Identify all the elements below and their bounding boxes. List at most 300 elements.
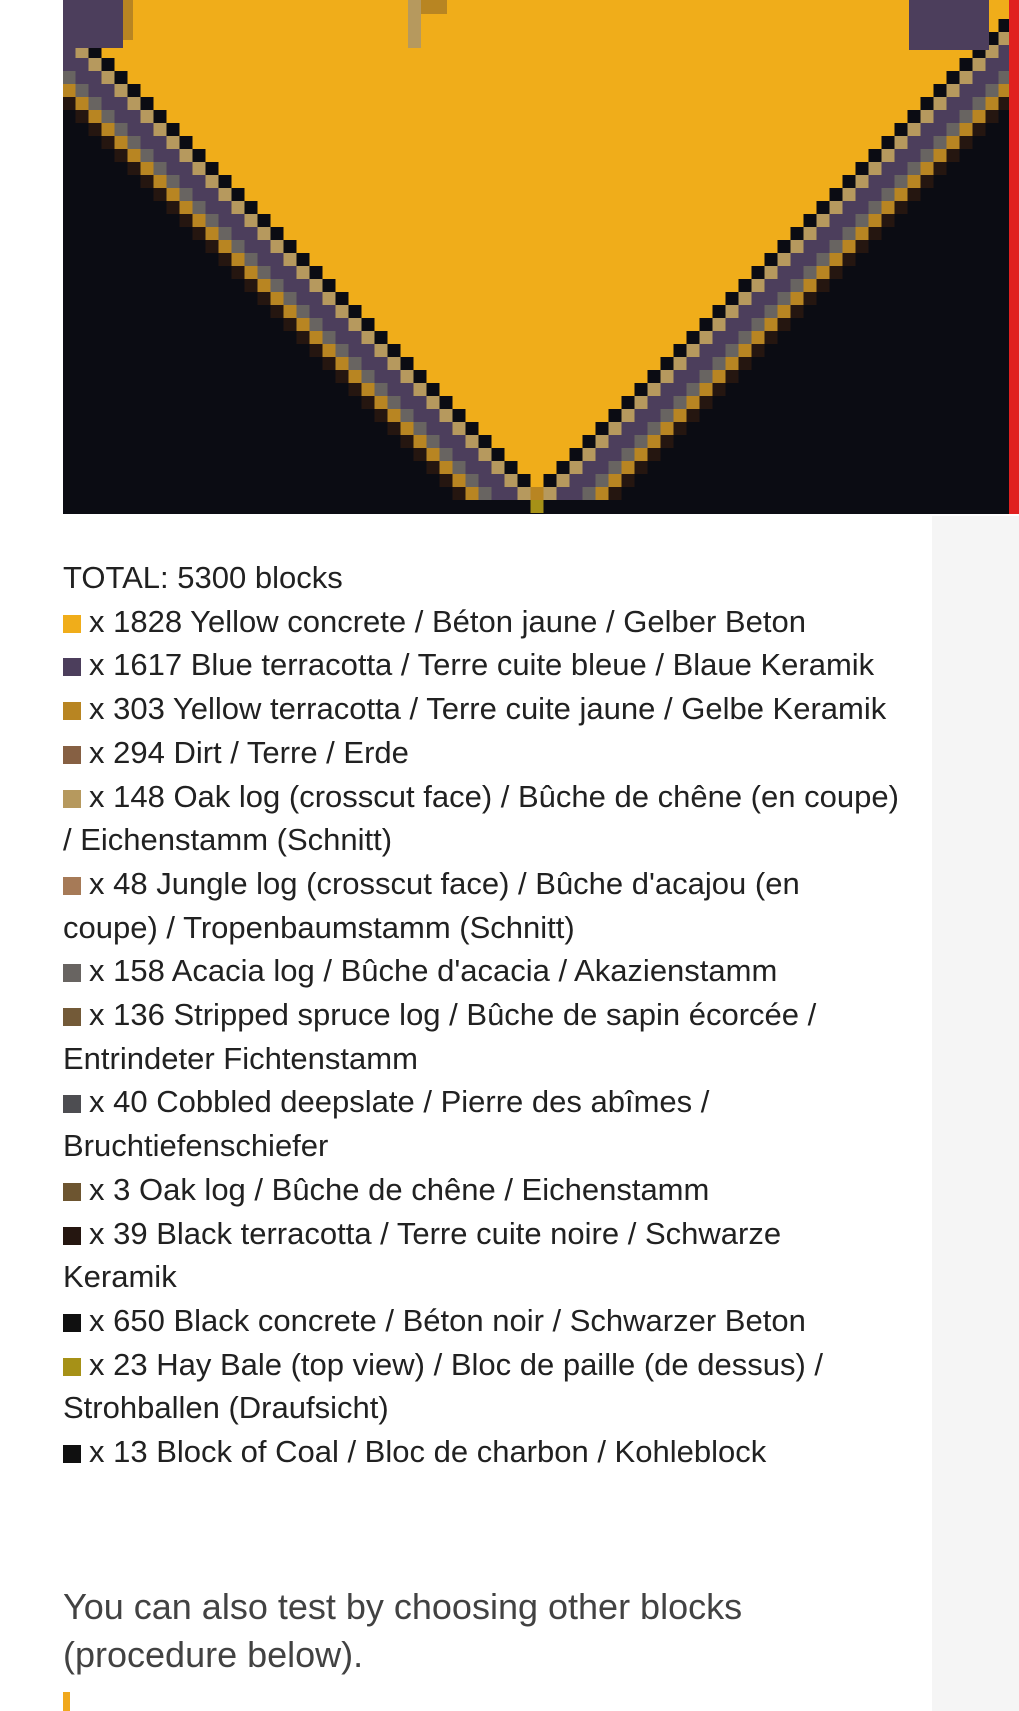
oak-log-band <box>882 149 895 162</box>
blue-terracotta-band <box>414 396 427 409</box>
oak-log-band <box>596 435 609 448</box>
yellow-terracotta-band <box>193 214 206 227</box>
blue-terracotta-band <box>726 318 739 331</box>
yellow-terracotta-band <box>180 201 193 214</box>
blue-terracotta-band <box>89 71 102 84</box>
yellow-terracotta-band <box>323 344 336 357</box>
black-terracotta-band <box>804 292 817 305</box>
black-terracotta-band <box>921 175 934 188</box>
black-terracotta-band <box>726 370 739 383</box>
oak-log-band <box>102 71 115 84</box>
yellow-concrete-area <box>167 110 908 123</box>
oak-log-band <box>765 266 778 279</box>
yellow-concrete-area <box>310 253 765 266</box>
blue-terracotta-band <box>232 214 245 227</box>
yellow-terracotta-band <box>427 448 440 461</box>
blue-terracotta-band <box>258 240 271 253</box>
yellow-terracotta-band <box>102 123 115 136</box>
block-label: x 23 Hay Bale (top view) / Bloc de paille (de dessus) / Strohballen (Draufsicht) <box>63 1346 824 1426</box>
acacia-log-band <box>297 305 310 318</box>
acacia-log-band <box>921 149 934 162</box>
acacia-log-band <box>63 71 76 84</box>
yellow-terracotta-band <box>778 305 791 318</box>
black-terracotta-band <box>206 240 219 253</box>
blue-terracotta-band <box>115 97 128 110</box>
black-terracotta-band <box>960 136 973 149</box>
blue-terracotta-band <box>336 331 349 344</box>
oak-log-band <box>609 422 622 435</box>
oak-log-band <box>921 110 934 123</box>
black-terracotta-band <box>739 357 752 370</box>
yellow-terracotta-band <box>934 149 947 162</box>
yellow-terracotta-band <box>141 162 154 175</box>
yellow-concrete-area <box>492 435 583 448</box>
yellow-concrete-area <box>518 461 557 474</box>
blue-terracotta-band <box>388 383 401 396</box>
blue-terracotta-band <box>219 214 232 227</box>
blue-terracotta-band <box>323 318 336 331</box>
acacia-log-band <box>206 214 219 227</box>
acacia-log-band <box>960 110 973 123</box>
block-list-item <box>63 731 903 775</box>
yellow-terracotta-band <box>986 97 999 110</box>
acacia-log-band <box>713 357 726 370</box>
black-terracotta-band <box>908 188 921 201</box>
acacia-log-band <box>479 487 492 500</box>
acacia-log-band <box>830 240 843 253</box>
acacia-log-band <box>323 331 336 344</box>
blue-terracotta-band <box>687 357 700 370</box>
oak-log-band <box>414 383 427 396</box>
yellow-concrete-area <box>388 331 687 344</box>
oak-log-band <box>687 344 700 357</box>
blue-terracotta-band <box>869 188 882 201</box>
oak-log-band <box>895 136 908 149</box>
acacia-log-band <box>674 396 687 409</box>
black-terracotta-band <box>167 201 180 214</box>
blue-terracotta-band <box>453 435 466 448</box>
blue-terracotta-band <box>401 383 414 396</box>
blue-terracotta-band <box>596 461 609 474</box>
yellow-terracotta-band <box>973 110 986 123</box>
oak-log-band <box>362 331 375 344</box>
right-gutter <box>932 516 1019 1711</box>
top-notch <box>408 0 421 48</box>
blue-terracotta-band <box>440 435 453 448</box>
yellow-terracotta-band <box>635 448 648 461</box>
oak-log-band <box>128 97 141 110</box>
acacia-log-band <box>778 292 791 305</box>
blue-terracotta-band <box>154 136 167 149</box>
tip-block <box>531 500 544 513</box>
blue-terracotta-band <box>115 110 128 123</box>
yellow-concrete-area <box>89 32 986 45</box>
acacia-log-band <box>726 344 739 357</box>
blue-terracotta-band <box>362 357 375 370</box>
acacia-log-band <box>869 201 882 214</box>
oak-log-band <box>375 344 388 357</box>
oak-log-band <box>869 162 882 175</box>
block-color-swatch <box>63 1008 81 1026</box>
acacia-log-band <box>362 370 375 383</box>
blue-terracotta-band <box>479 461 492 474</box>
yellow-concrete-area <box>219 162 856 175</box>
blue-terracotta-band <box>284 279 297 292</box>
oak-log-band <box>440 409 453 422</box>
blue-terracotta-band <box>180 175 193 188</box>
yellow-terracotta-band <box>921 162 934 175</box>
yellow-terracotta-band <box>401 422 414 435</box>
oak-log-band <box>297 266 310 279</box>
block-list-section <box>63 556 903 1474</box>
blue-terracotta-band <box>89 84 102 97</box>
blue-terracotta-band <box>375 357 388 370</box>
blue-terracotta-band <box>310 292 323 305</box>
acacia-log-band <box>128 136 141 149</box>
yellow-terracotta-band <box>908 175 921 188</box>
yellow-terracotta-band <box>76 97 89 110</box>
blue-terracotta-band <box>804 240 817 253</box>
block-label: x 1617 Blue terracotta / Terre cuite bleue / Blaue Keramik <box>89 647 875 683</box>
black-terracotta-band <box>661 435 674 448</box>
block-color-swatch <box>63 790 81 808</box>
blue-terracotta-band <box>661 396 674 409</box>
yellow-terracotta-band <box>375 396 388 409</box>
block-label: x 13 Block of Coal / Bloc de charbon / Kohleblock <box>89 1434 767 1470</box>
acacia-log-band <box>258 266 271 279</box>
blue-terracotta-band <box>700 344 713 357</box>
block-color-swatch <box>63 1314 81 1332</box>
black-terracotta-band <box>856 240 869 253</box>
oak-log-band <box>193 162 206 175</box>
black-terracotta-band <box>76 110 89 123</box>
blue-terracotta-band <box>895 162 908 175</box>
blue-terracotta-band <box>778 279 791 292</box>
block-color-swatch <box>63 1095 81 1113</box>
blue-terracotta-band <box>232 227 245 240</box>
oak-log-band <box>713 318 726 331</box>
blue-terracotta-band <box>141 123 154 136</box>
acacia-log-band <box>232 240 245 253</box>
blue-terracotta-band <box>466 448 479 461</box>
yellow-concrete-area <box>401 344 674 357</box>
acacia-log-band <box>648 422 661 435</box>
oak-log-band <box>505 474 518 487</box>
blue-terracotta-band <box>934 123 947 136</box>
blue-terracotta-band <box>960 97 973 110</box>
black-terracotta-band <box>648 448 661 461</box>
oak-log-band <box>843 188 856 201</box>
oak-log-band <box>830 201 843 214</box>
black-terracotta-band <box>284 318 297 331</box>
black-terracotta-band <box>817 279 830 292</box>
yellow-concrete-area <box>453 396 622 409</box>
blue-terracotta-band <box>349 344 362 357</box>
block-label: x 1828 Yellow concrete / Béton jaune / Gelber Beton <box>89 603 806 639</box>
black-terracotta-band <box>245 279 258 292</box>
blue-terracotta-band <box>492 474 505 487</box>
top-left-corner <box>63 0 123 48</box>
tip-block <box>531 487 544 500</box>
acacia-log-band <box>466 474 479 487</box>
blue-terracotta-band <box>843 201 856 214</box>
yellow-terracotta-band <box>219 240 232 253</box>
blue-terracotta-band <box>76 71 89 84</box>
yellow-terracotta-band <box>687 396 700 409</box>
yellow-terracotta-band <box>895 188 908 201</box>
oak-log-band <box>557 474 570 487</box>
blue-terracotta-band <box>700 357 713 370</box>
yellow-concrete-area <box>115 58 960 71</box>
blue-terracotta-band <box>830 227 843 240</box>
top-left-corner-trim <box>123 0 133 40</box>
yellow-concrete-area <box>505 448 570 461</box>
oak-log-band <box>310 279 323 292</box>
acacia-log-band <box>388 396 401 409</box>
pixel-art-canvas <box>63 0 1019 514</box>
oak-log-band <box>804 227 817 240</box>
acacia-log-band <box>115 123 128 136</box>
yellow-terracotta-band <box>154 175 167 188</box>
yellow-terracotta-band <box>739 344 752 357</box>
acacia-log-band <box>908 162 921 175</box>
yellow-concrete-area <box>102 45 973 58</box>
block-color-swatch <box>63 658 81 676</box>
oak-log-band <box>466 435 479 448</box>
blue-terracotta-band <box>414 409 427 422</box>
oak-log-band <box>583 448 596 461</box>
oak-log-band <box>648 383 661 396</box>
blue-terracotta-band <box>765 279 778 292</box>
black-terracotta-band <box>375 409 388 422</box>
yellow-terracotta-band <box>674 409 687 422</box>
oak-log-band <box>479 448 492 461</box>
black-terracotta-band <box>700 396 713 409</box>
block-color-swatch <box>63 877 81 895</box>
block-label: x 40 Cobbled deepslate / Pierre des abîmes / Bruchtiefenschiefer <box>63 1084 710 1164</box>
blue-terracotta-band <box>635 409 648 422</box>
blue-terracotta-band <box>505 487 518 500</box>
blue-terracotta-band <box>908 149 921 162</box>
blue-terracotta-band <box>622 422 635 435</box>
blue-terracotta-band <box>648 396 661 409</box>
block-label: x 650 Black concrete / Béton noir / Schwarzer Beton <box>89 1302 806 1338</box>
yellow-terracotta-band <box>726 357 739 370</box>
yellow-terracotta-band <box>596 487 609 500</box>
red-edge <box>1009 0 1019 514</box>
block-list-item <box>63 775 903 862</box>
block-label: x 3 Oak log / Bûche de chêne / Eichenstamm <box>89 1171 710 1207</box>
blue-terracotta-band <box>271 253 284 266</box>
yellow-terracotta-band <box>362 383 375 396</box>
blue-terracotta-band <box>596 448 609 461</box>
oak-log-band <box>960 71 973 84</box>
oak-log-band <box>544 487 557 500</box>
black-terracotta-band <box>63 97 76 110</box>
black-terracotta-band <box>609 487 622 500</box>
blue-terracotta-band <box>310 305 323 318</box>
yellow-terracotta-band <box>336 357 349 370</box>
acacia-log-band <box>856 214 869 227</box>
blue-terracotta-band <box>791 253 804 266</box>
blue-terracotta-band <box>895 149 908 162</box>
acacia-log-band <box>609 461 622 474</box>
block-label: x 303 Yellow terracotta / Terre cuite jaune / Gelbe Keramik <box>89 691 887 727</box>
black-terracotta-band <box>791 305 804 318</box>
oak-log-band <box>336 305 349 318</box>
yellow-terracotta-band <box>817 266 830 279</box>
procedure-note: You can also test by choosing other blocks (procedure below). <box>63 1586 743 1675</box>
block-list-item <box>63 993 903 1080</box>
yellow-concrete-area <box>479 422 596 435</box>
blue-terracotta-band <box>427 422 440 435</box>
yellow-terracotta-band <box>700 383 713 396</box>
block-list-item <box>63 1168 903 1212</box>
blue-terracotta-band <box>167 162 180 175</box>
blue-terracotta-band <box>778 266 791 279</box>
black-terracotta-band <box>973 123 986 136</box>
black-terracotta-band <box>297 331 310 344</box>
yellow-concrete-area <box>245 188 830 201</box>
blue-terracotta-band <box>427 409 440 422</box>
acacia-log-band <box>765 305 778 318</box>
blue-terracotta-band <box>856 201 869 214</box>
black-terracotta-band <box>336 370 349 383</box>
black-terracotta-band <box>362 396 375 409</box>
blue-terracotta-band <box>323 305 336 318</box>
oak-log-band <box>791 240 804 253</box>
blue-terracotta-band <box>570 474 583 487</box>
block-list-item <box>63 1080 903 1167</box>
black-terracotta-band <box>778 318 791 331</box>
black-terracotta-band <box>882 214 895 227</box>
yellow-concrete-area <box>63 0 1019 6</box>
block-label: x 39 Black terracotta / Terre cuite noire / Schwarze Keramik <box>63 1215 782 1295</box>
blue-terracotta-band <box>102 97 115 110</box>
block-color-swatch <box>63 615 81 633</box>
blue-terracotta-band <box>934 110 947 123</box>
block-color-swatch <box>63 1227 81 1245</box>
block-list-item <box>63 949 903 993</box>
acacia-log-band <box>401 409 414 422</box>
black-terracotta-band <box>89 123 102 136</box>
yellow-concrete-area <box>531 474 544 487</box>
acacia-log-band <box>154 162 167 175</box>
blue-terracotta-band <box>843 214 856 227</box>
yellow-concrete-area <box>440 383 635 396</box>
blue-terracotta-band <box>336 318 349 331</box>
blue-terracotta-band <box>765 292 778 305</box>
oak-log-band <box>635 396 648 409</box>
blue-terracotta-band <box>180 162 193 175</box>
yellow-concrete-area <box>206 149 869 162</box>
yellow-concrete-area <box>63 6 1012 19</box>
yellow-concrete-area <box>427 370 648 383</box>
yellow-terracotta-band <box>349 370 362 383</box>
oak-log-band <box>284 253 297 266</box>
blue-terracotta-band <box>882 175 895 188</box>
yellow-terracotta-band <box>284 305 297 318</box>
oak-log-band <box>973 58 986 71</box>
yellow-concrete-area <box>297 240 778 253</box>
blue-terracotta-band <box>739 305 752 318</box>
blue-terracotta-band <box>128 123 141 136</box>
yellow-concrete-area <box>232 175 843 188</box>
blue-terracotta-band <box>882 162 895 175</box>
black-terracotta-band <box>128 162 141 175</box>
yellow-concrete-area <box>258 201 817 214</box>
oak-log-band <box>232 201 245 214</box>
acacia-log-band <box>167 175 180 188</box>
acacia-log-band <box>583 487 596 500</box>
oak-log-band <box>674 357 687 370</box>
yellow-terracotta-band <box>167 188 180 201</box>
black-terracotta-band <box>401 435 414 448</box>
blue-terracotta-band <box>804 253 817 266</box>
acacia-log-band <box>986 84 999 97</box>
blue-terracotta-band <box>141 136 154 149</box>
oak-log-band <box>154 123 167 136</box>
acacia-log-band <box>804 266 817 279</box>
blue-terracotta-band <box>947 110 960 123</box>
yellow-concrete-area <box>323 266 752 279</box>
oak-log-band <box>453 422 466 435</box>
block-label: x 148 Oak log (crosscut face) / Bûche de chêne (en coupe) / Eichenstamm (Schnitt) <box>63 778 899 858</box>
yellow-terracotta-band <box>245 266 258 279</box>
yellow-concrete-area <box>76 19 999 32</box>
acacia-log-band <box>102 110 115 123</box>
black-terracotta-band <box>115 149 128 162</box>
oak-log-band <box>661 370 674 383</box>
yellow-terracotta-band <box>960 123 973 136</box>
yellow-concrete-area <box>141 84 934 97</box>
blue-terracotta-band <box>583 474 596 487</box>
oak-log-band <box>180 149 193 162</box>
blue-terracotta-band <box>63 58 76 71</box>
block-list-item <box>63 1299 903 1343</box>
blue-terracotta-band <box>869 175 882 188</box>
acacia-log-band <box>349 357 362 370</box>
block-list-item <box>63 600 903 644</box>
oak-log-band <box>323 292 336 305</box>
blue-terracotta-band <box>908 136 921 149</box>
yellow-terracotta-band <box>804 279 817 292</box>
acacia-log-band <box>375 383 388 396</box>
yellow-concrete-area <box>336 279 739 292</box>
blue-terracotta-band <box>752 292 765 305</box>
blue-terracotta-band <box>856 188 869 201</box>
black-terracotta-band <box>674 422 687 435</box>
block-list-item <box>63 643 903 687</box>
blue-terracotta-band <box>557 487 570 500</box>
acacia-log-band <box>414 422 427 435</box>
acacia-log-band <box>791 279 804 292</box>
oak-log-band <box>700 331 713 344</box>
oak-log-band <box>206 175 219 188</box>
yellow-terracotta-band <box>388 409 401 422</box>
acacia-log-band <box>596 474 609 487</box>
blue-terracotta-band <box>258 253 271 266</box>
yellow-terracotta-band <box>89 110 102 123</box>
oak-log-band <box>934 97 947 110</box>
blue-terracotta-band <box>206 201 219 214</box>
yellow-terracotta-band <box>271 292 284 305</box>
blue-terracotta-band <box>817 240 830 253</box>
block-list-item <box>63 862 903 949</box>
acacia-log-band <box>661 409 674 422</box>
black-terracotta-band <box>622 474 635 487</box>
block-color-swatch <box>63 1445 81 1463</box>
